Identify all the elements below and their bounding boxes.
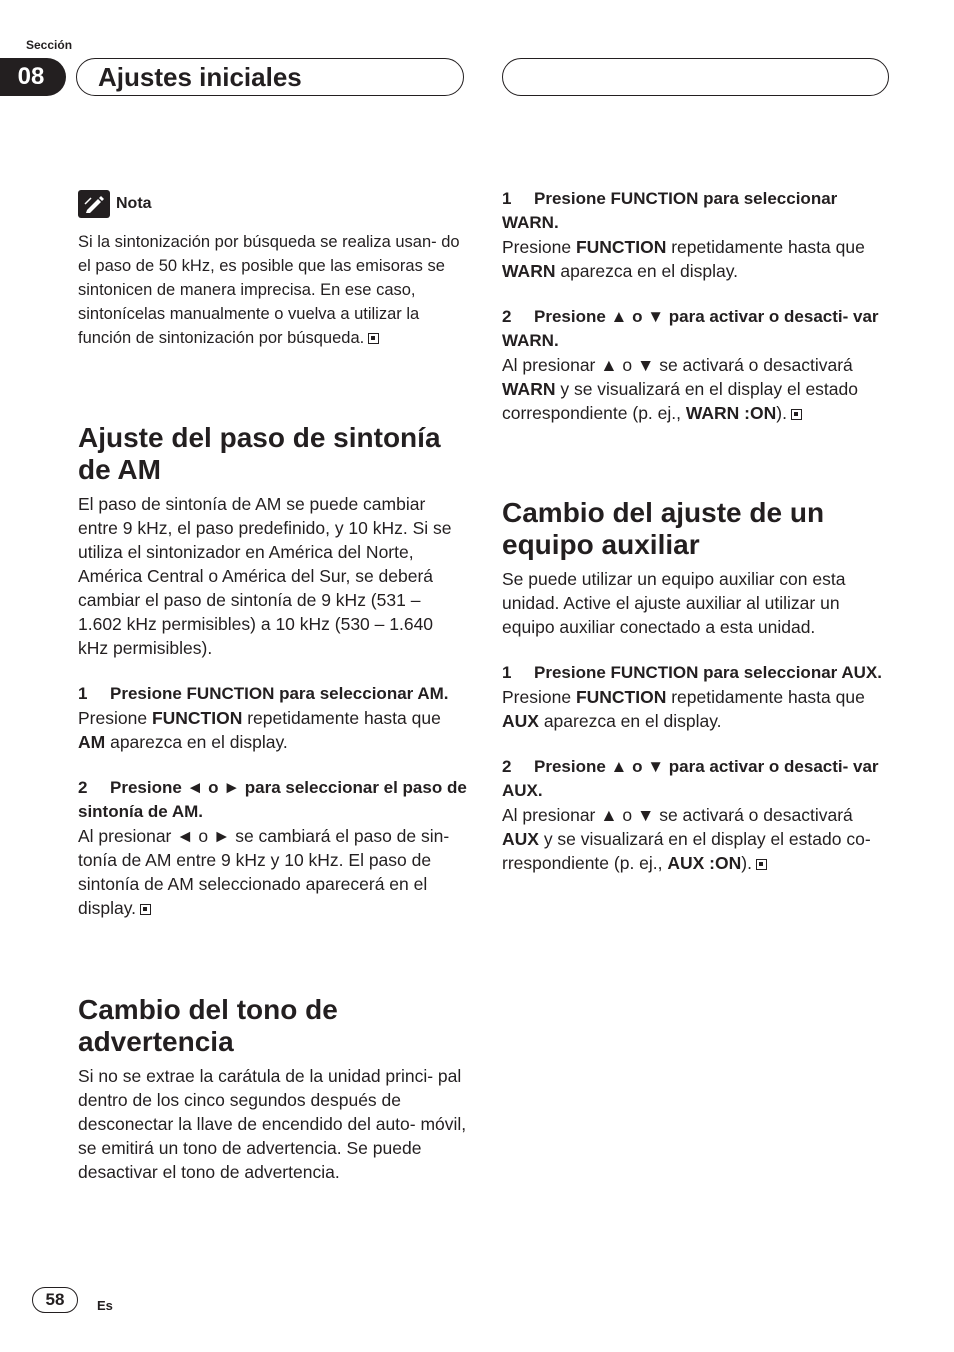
end-mark-icon xyxy=(791,409,802,420)
aux-intro: Se puede utilizar un equipo auxiliar con esta unidad. Active el ajuste auxiliar al utilizar un equipo auxiliar conectado a esta unidad. xyxy=(502,569,846,637)
am-step2-title: 2 Presione ◄ o ► para seleccionar el paso de sintonía de AM. xyxy=(78,778,467,821)
warn-step2-body: Al presionar ▲ o ▼ se activará o desactivará WARN y se visualizará en el display el estado correspondiente (p. ej., WARN :ON). xyxy=(502,355,858,423)
page-number: 58 xyxy=(32,1287,78,1313)
language-code: Es xyxy=(97,1298,113,1313)
warning-section xyxy=(78,994,468,1184)
am-step1-title: 1 Presione FUNCTION para seleccionar AM. xyxy=(78,684,449,703)
end-mark-icon xyxy=(368,333,379,344)
am-step-section xyxy=(78,422,468,920)
am-step2-body: Al presionar ◄ o ► se cambiará el paso de sin- tonía de AM entre 9 kHz y 10 kHz. El paso de sintonía de AM seleccionado aparecerá en el display. xyxy=(78,826,450,918)
note-text: Si la sintonización por búsqueda se realiza usan- do el paso de 50 kHz, es posible que las emisoras se sintonicen de manera imprecisa. En ese caso, sintonícelas manualmente o vuelva a utilizar la función de sintonización por búsqueda. xyxy=(78,233,460,347)
warning-intro: Si no se extrae la carátula de la unidad princi- pal dentro de los cinco segundos después de desconectar la llave de encendido del auto- móvil, se emitirá un tono de advertencia. Se puede desactivar el tono de advertencia. xyxy=(78,1066,467,1182)
warn-step1-title: 1 Presione FUNCTION para seleccionar WARN. xyxy=(502,189,838,232)
section-label: Sección xyxy=(26,38,73,52)
am-step-intro: El paso de sintonía de AM se puede cambiar entre 9 kHz, el paso predefinido, y 10 kHz. Si se utiliza el sintonizador en América del Norte, América Central o América del Sur, se deberá cambiar el paso de sintonía de 9 kHz (531 – 1.602 kHz permisibles) a 10 kHz (530 – 1.640 kHz permisibles). xyxy=(78,494,452,658)
header-right-frame xyxy=(502,58,889,96)
note-header xyxy=(78,190,468,218)
aux-step2-title: 2 Presione ▲ o ▼ para activar o desacti- var AUX. xyxy=(502,757,879,800)
end-mark-icon xyxy=(756,859,767,870)
aux-step2-body: Al presionar ▲ o ▼ se activará o desactivará AUX y se visualizará en el display el estado co- rrespondiente (p. ej., AUX :ON). xyxy=(502,805,871,873)
note-label: Nota xyxy=(116,195,152,212)
warn-step1-body: Presione FUNCTION repetidamente hasta que WARN aparezca en el display. xyxy=(502,237,865,281)
end-mark-icon xyxy=(140,904,151,915)
warning-heading: Cambio del tono de advertencia xyxy=(78,994,338,1057)
warn-step2-title: 2 Presione ▲ o ▼ para activar o desacti- var WARN. xyxy=(502,307,879,350)
aux-heading: Cambio del ajuste de un equipo auxiliar xyxy=(502,497,825,560)
aux-step1-body: Presione FUNCTION repetidamente hasta que AUX aparezca en el display. xyxy=(502,687,865,731)
aux-section xyxy=(502,497,892,875)
pencil-icon xyxy=(78,190,110,218)
am-step1-body: Presione FUNCTION repetidamente hasta que AM aparezca en el display. xyxy=(78,708,441,752)
section-number: 08 xyxy=(0,58,66,96)
right-column xyxy=(502,187,892,875)
am-step-heading: Ajuste del paso de sintonía de AM xyxy=(78,422,441,485)
left-column xyxy=(78,190,468,1184)
section-title: Ajustes iniciales xyxy=(98,62,302,92)
aux-step1-title: 1 Presione FUNCTION para seleccionar AUX. xyxy=(502,663,882,682)
